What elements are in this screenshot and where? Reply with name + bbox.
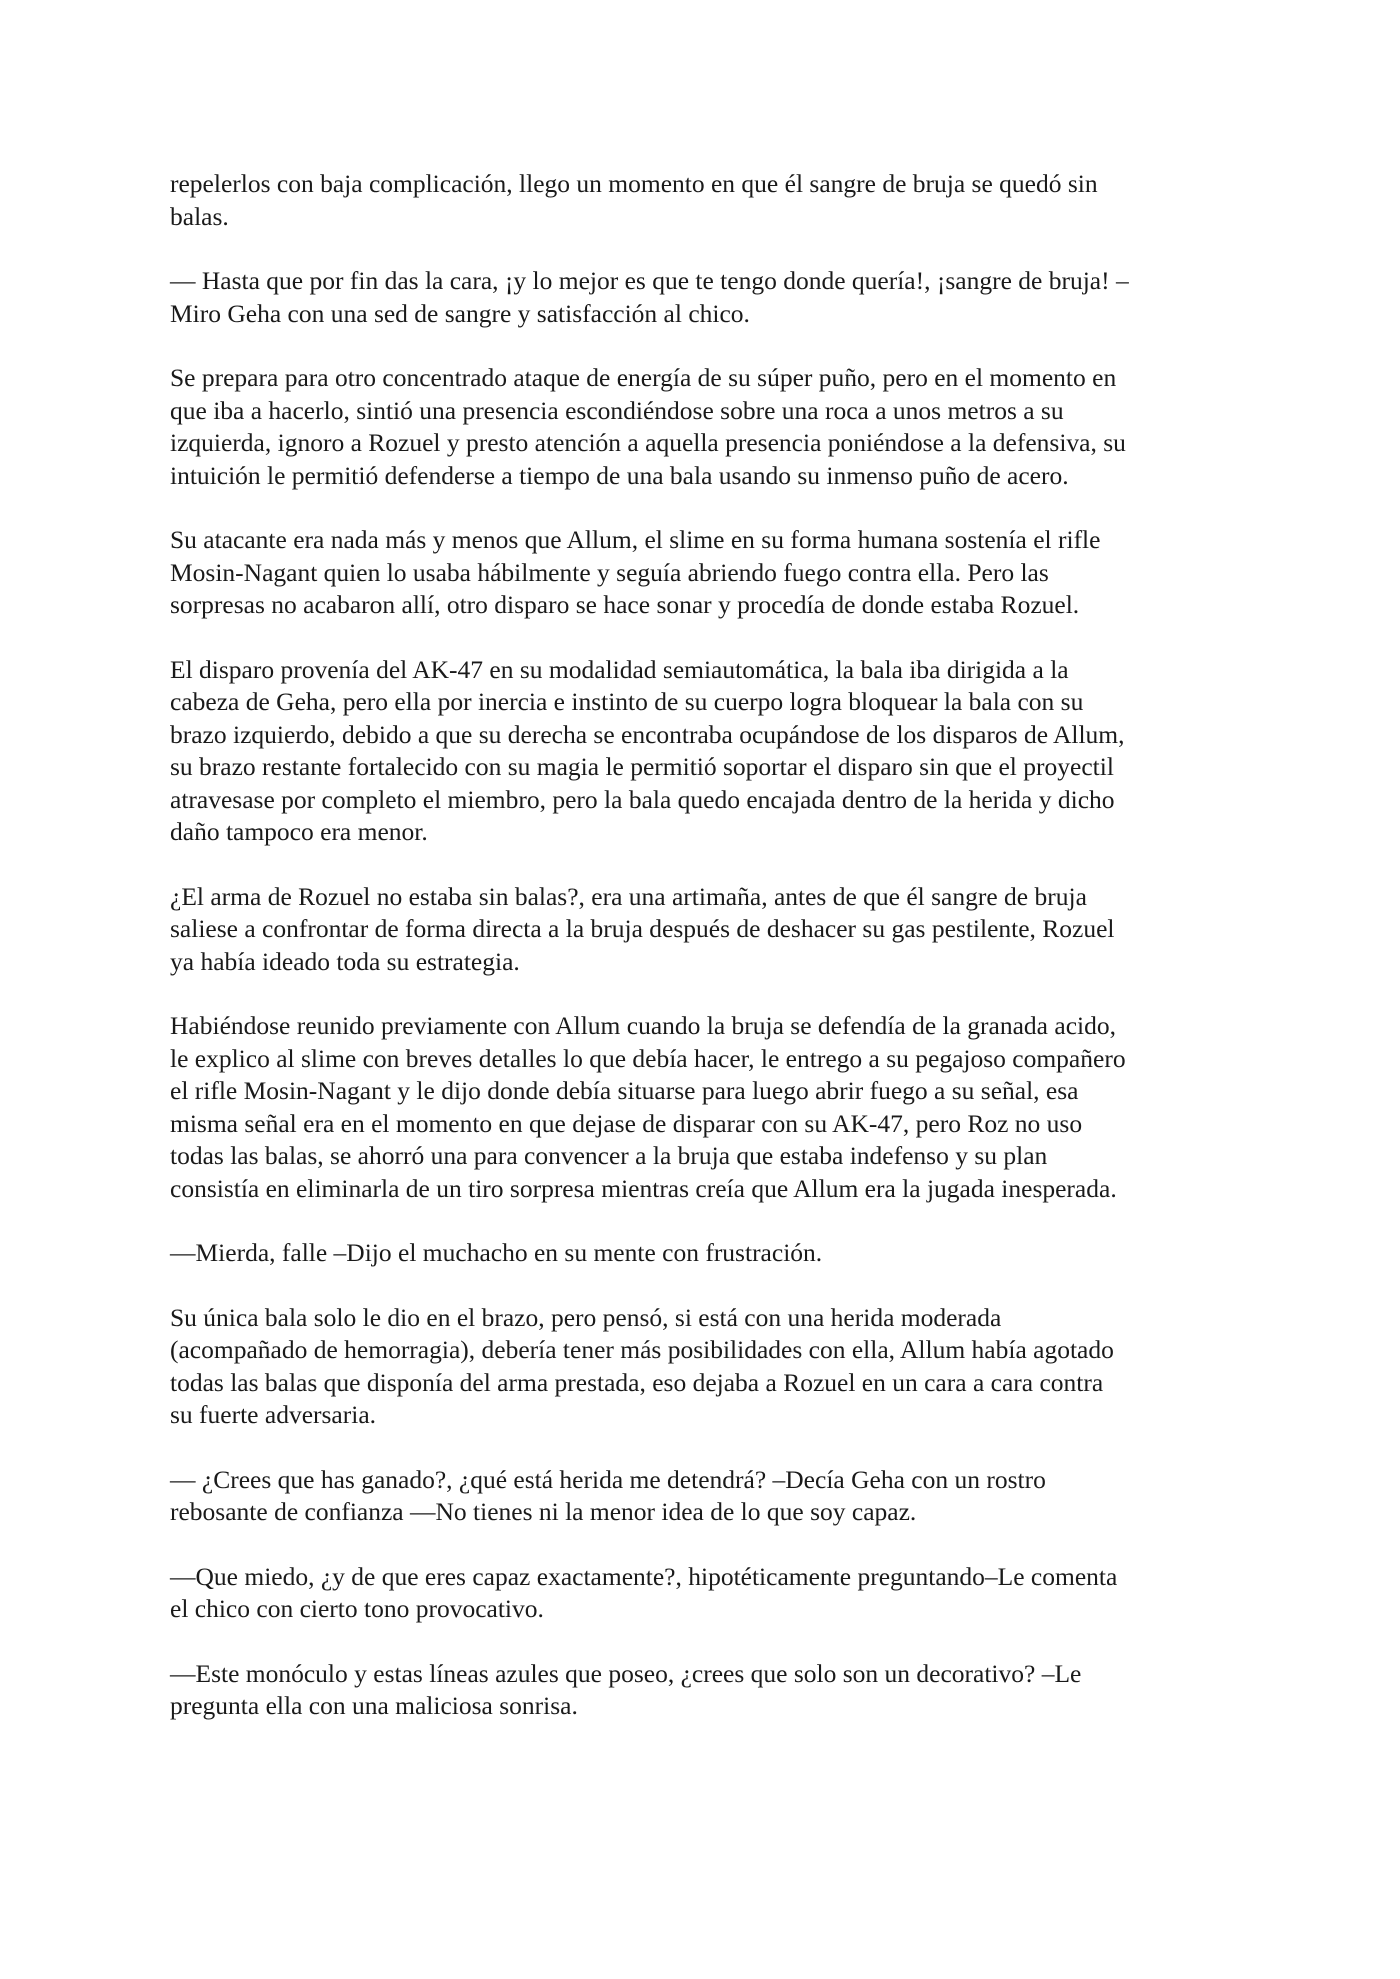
paragraph-11: —Que miedo, ¿y de que eres capaz exactamente?, hipotéticamente preguntando–Le comenta el chico con cierto tono provocativo. <box>170 1561 1118 1623</box>
paragraph-7: Habiéndose reunido previamente con Allum cuando la bruja se defendía de la granada acido, le explico al slime con breves detalles lo que debía hacer, le entrego a su pegajoso compañero el rifle Mosin-Nagant y le dijo donde debía situarse para luego abrir fuego a su señal, esa misma señal era en el momento en que dejase de disparar con su AK-47, pero Roz no uso todas las balas, se ahorró una para convencer a la bruja que estaba indefenso y su plan consistía en eliminarla de un tiro sorpresa mientras creía que Allum era la jugada inesperada. <box>170 1011 1126 1203</box>
paragraph-3: Se prepara para otro concentrado ataque de energía de su súper puño, pero en el momento en que iba a hacerlo, sintió una presencia escondiéndose sobre una roca a unos metros a su izquierda, ignoro a Rozuel y presto atención a aquella presencia poniéndose a la defensiva, su intuición le permitió defenderse a tiempo de una bala usando su inmenso puño de acero. <box>170 363 1126 490</box>
paragraph-4: Su atacante era nada más y menos que Allum, el slime en su forma humana sostenía el rifle Mosin-Nagant quien lo usaba hábilmente y seguía abriendo fuego contra ella. Pero las sorpresas no acabaron allí, otro disparo se hace sonar y procedía de donde estaba Rozuel. <box>170 525 1101 619</box>
paragraph-2: — Hasta que por fin das la cara, ¡y lo mejor es que te tengo donde quería!, ¡sangre de bruja! – Miro Geha con una sed de sangre y satisfacción al chico. <box>170 266 1129 328</box>
paragraph-12: —Este monóculo y estas líneas azules que poseo, ¿crees que solo son un decorativo? –Le pregunta ella con una maliciosa sonrisa. <box>170 1658 1082 1720</box>
paragraph-1: repelerlos con baja complicación, llego un momento en que él sangre de bruja se quedó sin balas. <box>170 169 1098 231</box>
document-page <box>170 168 1235 1755</box>
paragraph-10: — ¿Crees que has ganado?, ¿qué está herida me detendrá? –Decía Geha con un rostro rebosante de confianza —No tienes ni la menor idea de lo que soy capaz. <box>170 1464 1046 1526</box>
paragraph-5: El disparo provenía del AK-47 en su modalidad semiautomática, la bala iba dirigida a la cabeza de Geha, pero ella por inercia e instinto de su cuerpo logra bloquear la bala con su brazo izquierdo, debido a que su derecha se encontraba ocupándose de los disparos de Allum, su brazo restante fortalecido con su magia le permitió soportar el disparo sin que el proyectil atravesase por completo el miembro, pero la bala quedo encajada dentro de la herida y dicho daño tampoco era menor. <box>170 654 1125 846</box>
paragraph-6: ¿El arma de Rozuel no estaba sin balas?, era una artimaña, antes de que él sangre de bruja saliese a confrontar de forma directa a la bruja después de deshacer su gas pestilente, Rozuel ya había ideado toda su estrategia. <box>170 881 1115 976</box>
paragraph-8: —Mierda, falle –Dijo el muchacho en su mente con frustración. <box>170 1238 823 1267</box>
paragraph-9: Su única bala solo le dio en el brazo, pero pensó, si está con una herida moderada (acompañado de hemorragia), debería tener más posibilidades con ella, Allum había agotado todas las balas que disponía del arma prestada, eso dejaba a Rozuel en un cara a cara contra su fuerte adversaria. <box>170 1302 1114 1429</box>
